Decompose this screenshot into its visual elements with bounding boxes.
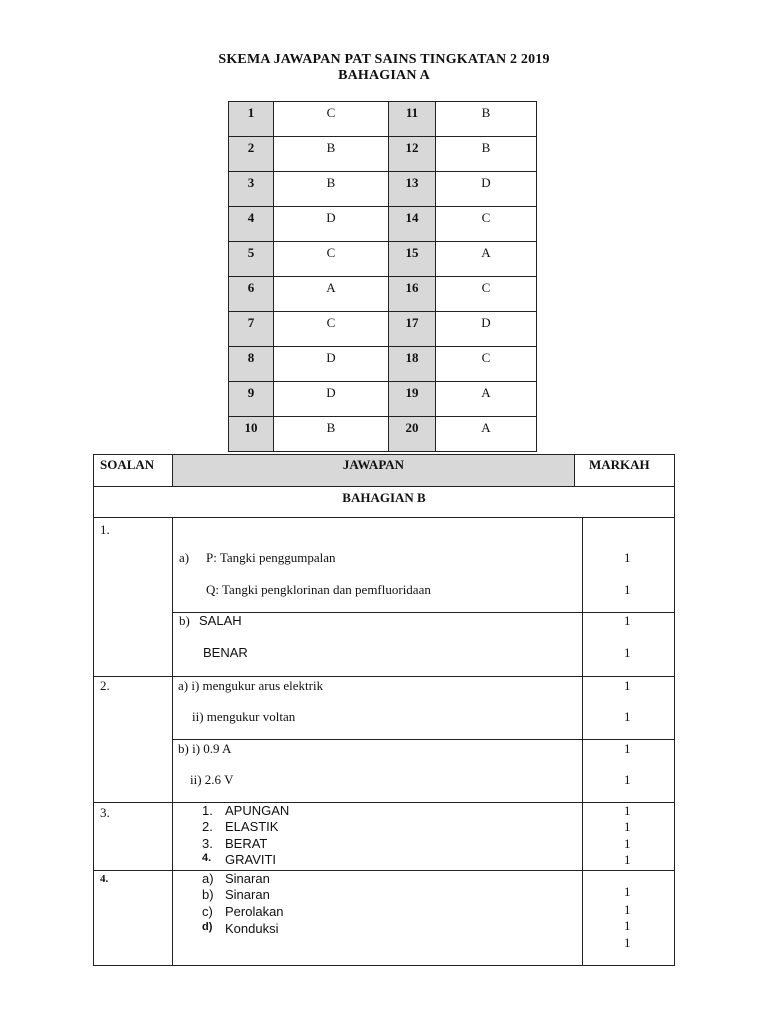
- answer-key-row: [229, 347, 537, 382]
- question-number: 6: [229, 277, 274, 312]
- q3-number: 3.: [100, 805, 110, 820]
- answer-key-table: [228, 101, 537, 452]
- question-number: 2: [229, 137, 274, 172]
- answer-letter: D: [274, 207, 389, 242]
- question-number: 4: [229, 207, 274, 242]
- question-number: 9: [229, 382, 274, 417]
- answer-key-row: [229, 242, 537, 277]
- question-number: 15: [389, 242, 436, 277]
- q1-number: 1.: [100, 522, 110, 537]
- answer-key-row: [229, 172, 537, 207]
- q2b-mark-2: 1: [624, 772, 631, 787]
- answer-key-row: [229, 277, 537, 312]
- answer-letter: B: [274, 137, 389, 172]
- q3-mark: 1: [624, 836, 631, 851]
- q4-item-text: Sinaran: [225, 887, 270, 902]
- q2-number: 2.: [100, 678, 110, 693]
- answer-letter: B: [436, 102, 537, 137]
- q3-item-number: 3.: [202, 836, 213, 851]
- header-markah: MARKAH: [589, 457, 650, 472]
- answer-letter: D: [436, 172, 537, 207]
- q1a-mark-1: 1: [624, 550, 631, 565]
- q4-item-number: b): [202, 887, 214, 902]
- q3-item-number: 2.: [202, 819, 213, 834]
- q1b-mark-2: 1: [624, 645, 631, 660]
- question-number: 10: [229, 417, 274, 452]
- q3-item-text: APUNGAN: [225, 803, 290, 818]
- q2a-line-2: ii) mengukur voltan: [192, 709, 296, 724]
- row-divider: [93, 870, 173, 871]
- answer-letter: D: [274, 347, 389, 382]
- q3-item-text: ELASTIK: [225, 819, 279, 834]
- answer-letter: C: [436, 207, 537, 242]
- q1a-q: Q: Tangki pengklorinan dan pemfluoridaan: [206, 582, 431, 597]
- answer-letter: D: [436, 312, 537, 347]
- header-markah-cell: [574, 454, 675, 487]
- answer-letter: C: [436, 277, 537, 312]
- answer-letter: C: [436, 347, 537, 382]
- q3-mark: 1: [624, 852, 631, 867]
- row-divider: [93, 802, 173, 803]
- answer-key-row: [229, 207, 537, 242]
- answer-key-row: [229, 102, 537, 137]
- q2a-mark-1: 1: [624, 678, 631, 693]
- q4-mark: 1: [624, 902, 631, 917]
- answer-letter: A: [436, 382, 537, 417]
- row-divider: [93, 676, 173, 677]
- answer-letter: C: [274, 312, 389, 347]
- q3-item-text: GRAVITI: [225, 852, 277, 867]
- question-number: 5: [229, 242, 274, 277]
- answer-key-row: [229, 382, 537, 417]
- question-number: 1: [229, 102, 274, 137]
- question-number: 20: [389, 417, 436, 452]
- q4-item-text: Sinaran: [225, 871, 270, 886]
- q1a-mark-2: 1: [624, 582, 631, 597]
- answer-letter: A: [436, 242, 537, 277]
- q4-item-text: Perolakan: [225, 904, 284, 919]
- question-number: 17: [389, 312, 436, 347]
- answer-key-row: [229, 137, 537, 172]
- question-number: 8: [229, 347, 274, 382]
- q1a-p: P: Tangki penggumpalan: [206, 550, 336, 565]
- header-jawapan-cell: [172, 454, 575, 487]
- answer-letter: B: [436, 137, 537, 172]
- answer-letter: B: [274, 172, 389, 207]
- question-number: 3: [229, 172, 274, 207]
- q1b-answer-1: SALAH: [199, 613, 242, 628]
- q3-mark: 1: [624, 803, 631, 818]
- q2a-mark-2: 1: [624, 709, 631, 724]
- q3-mark: 1: [624, 819, 631, 834]
- answer-letter: C: [274, 242, 389, 277]
- answer-letter: A: [436, 417, 537, 452]
- q2a-line-1: a) i) mengukur arus elektrik: [178, 678, 324, 693]
- question-number: 16: [389, 277, 436, 312]
- answer-letter: D: [274, 382, 389, 417]
- question-number: 13: [389, 172, 436, 207]
- q2b-mark-1: 1: [624, 741, 631, 756]
- answer-letter: B: [274, 417, 389, 452]
- q2b-line-2: ii) 2.6 V: [190, 772, 234, 787]
- q4-mark: 1: [624, 918, 631, 933]
- section-a-title: BAHAGIAN A: [338, 68, 430, 83]
- q1b-label: b): [179, 613, 190, 628]
- q3-item-number: 1.: [202, 803, 213, 818]
- answer-letter: C: [274, 102, 389, 137]
- question-number: 18: [389, 347, 436, 382]
- question-number: 7: [229, 312, 274, 347]
- q4-item-number: a): [202, 871, 214, 886]
- q1a-label: a): [179, 550, 190, 565]
- header-soalan: SOALAN: [100, 457, 155, 472]
- q3-item-text: BERAT: [225, 836, 268, 851]
- question-number: 14: [389, 207, 436, 242]
- q2b-line-1: b) i) 0.9 A: [178, 741, 232, 756]
- question-number: 19: [389, 382, 436, 417]
- section-b-title: BAHAGIAN B: [342, 490, 426, 505]
- q1b-answer-2: BENAR: [203, 645, 248, 660]
- q2b-cell: [172, 739, 583, 803]
- q4-number: 4.: [100, 873, 109, 885]
- q4-mark: 1: [624, 884, 631, 899]
- question-number: 11: [389, 102, 436, 137]
- answer-key-row: [229, 312, 537, 347]
- q1b-mark-1: 1: [624, 613, 631, 628]
- q3-item-number: 4.: [202, 852, 212, 864]
- header-soalan-cell: [93, 454, 173, 487]
- answer-key-row: [229, 417, 537, 452]
- question-number: 12: [389, 137, 436, 172]
- header-jawapan: JAWAPAN: [342, 457, 405, 472]
- section-b-title-cell: [93, 486, 675, 518]
- q4-item-text: Konduksi: [225, 921, 279, 936]
- q4-item-number: c): [202, 904, 213, 919]
- answer-letter: A: [274, 277, 389, 312]
- page-title: SKEMA JAWAPAN PAT SAINS TINGKATAN 2 2019: [218, 52, 550, 67]
- q4-item-number: d): [202, 921, 213, 933]
- q4-mark: 1: [624, 935, 631, 950]
